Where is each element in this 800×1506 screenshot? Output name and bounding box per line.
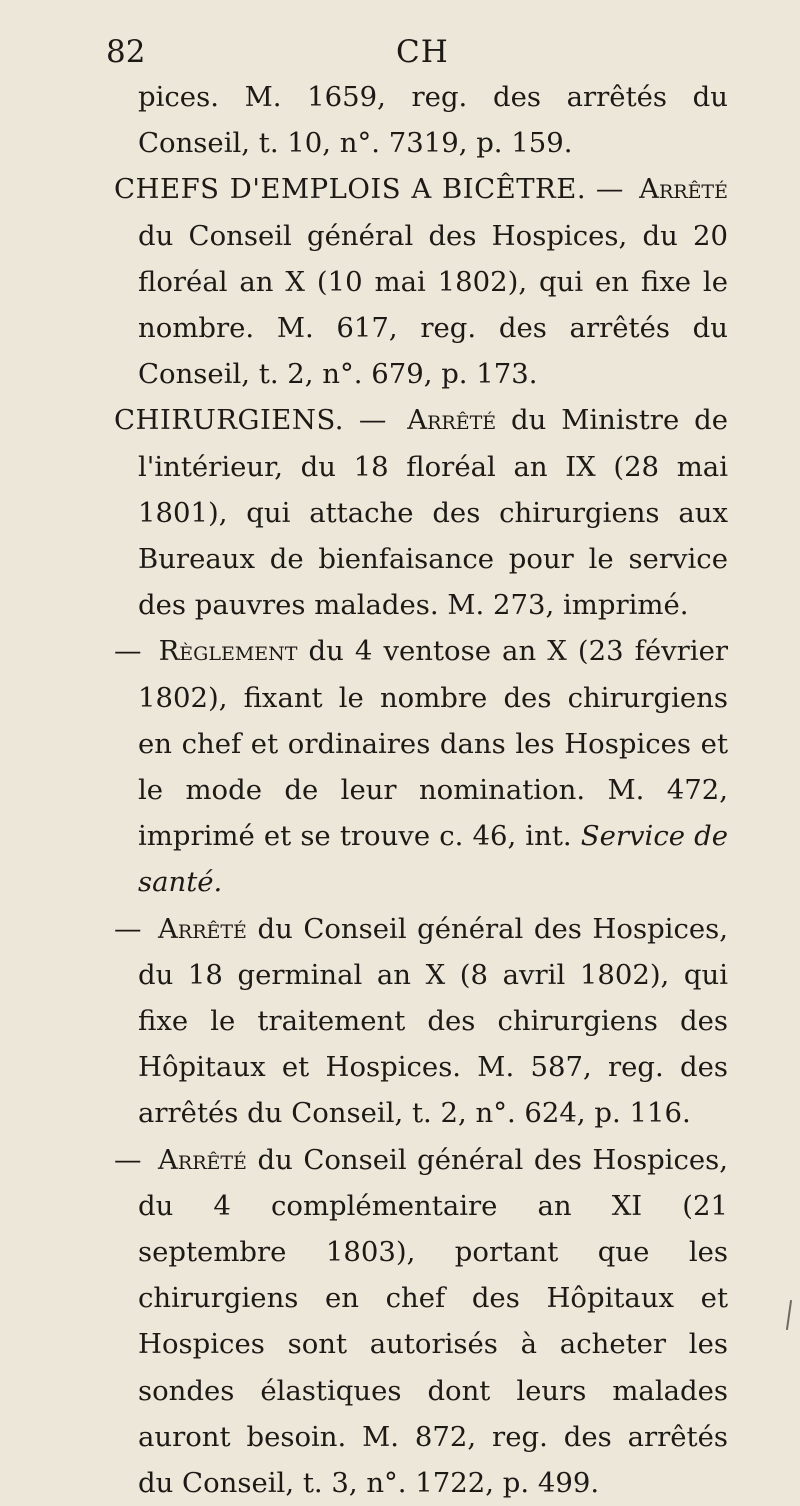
entry-reglement	[114, 628, 728, 905]
em-dash: —	[114, 635, 142, 668]
entry-italic-tail: Service de santé.	[138, 820, 728, 899]
entry-label: Règlement	[158, 635, 298, 668]
margin-mark	[786, 1300, 792, 1330]
page-number: 82	[106, 34, 146, 70]
entry-continuation	[114, 74, 728, 166]
em-dash: —	[595, 173, 624, 206]
entry-text: du Ministre de l'intérieur, du 18 floréal an IX (28 mai 1801), qui attache des chirurgiens aux Bureaux de bienfaisance pour le service des pauvres malades. M. 273, imprimé.	[138, 404, 728, 622]
em-dash: —	[114, 912, 142, 945]
entry-label: Arrêté	[407, 404, 497, 437]
entry-text: du 4 ventose an X (23 février 1802), fixant le nombre des chirurgiens en chef et ordinaires dans les Hospices et le mode de leur nomination. M. 472, imprimé et se trouve c. 46, int.	[138, 635, 729, 853]
entry-heading: CHIRURGIENS.	[114, 404, 345, 437]
entry-text: du Conseil général des Hospices, du 4 complémentaire an XI (21 septembre 1803), portant que les chirurgiens en chef des Hôpitaux et Hospices sont autorisés à acheter les sondes élastiques dont leurs malades auront besoin. M. 872, reg. des arrêtés du Conseil, t. 3, n°. 1722, p. 499.	[138, 1143, 728, 1500]
entry-label: Arrêté	[158, 912, 247, 945]
em-dash: —	[114, 1143, 142, 1176]
running-title: CH	[396, 34, 449, 70]
entry-text: du Conseil général des Hospices, du 20 floréal an X (10 mai 1802), qui en fixe le nombre. M. 617, reg. des arrêtés du Conseil, t. 2, n°. 679, p. 173.	[138, 219, 728, 391]
entry-chefs-demplois	[114, 166, 728, 397]
entry-chirurgiens	[114, 397, 728, 628]
em-dash: —	[358, 404, 387, 437]
entry-label: Arrêté	[158, 1143, 247, 1176]
entry-arrete-complementaire	[114, 1137, 728, 1506]
entry-text: du Conseil général des Hospices, du 18 germinal an X (8 avril 1802), qui fixe le traitement des chirurgiens des Hôpitaux et Hospices. M. 587, reg. des arrêtés du Conseil, t. 2, n°. 624, p. 116.	[138, 912, 728, 1130]
entry-text: pices. M. 1659, reg. des arrêtés du Conseil, t. 10, n°. 7319, p. 159.	[138, 81, 728, 160]
entry-heading: CHEFS D'EMPLOIS A BICÊTRE.	[114, 173, 587, 206]
entry-label: Arrêté	[639, 173, 728, 206]
running-head	[106, 30, 728, 74]
entry-arrete-germinal	[114, 906, 728, 1137]
